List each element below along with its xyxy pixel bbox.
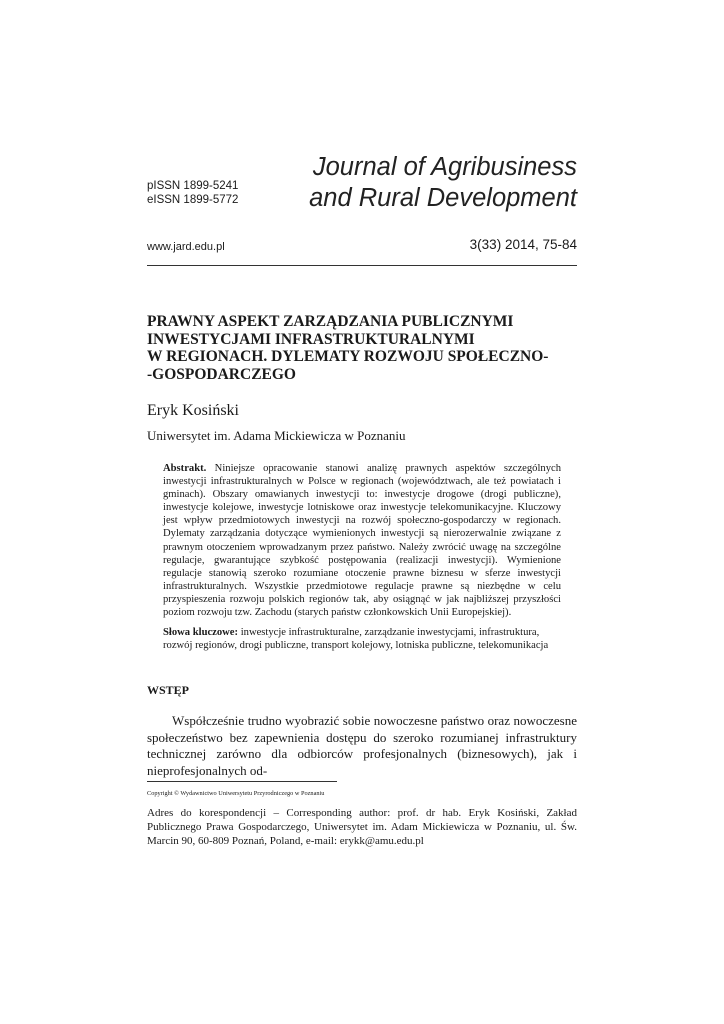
author-name: Eryk Kosiński <box>147 402 239 419</box>
abstract-text: Niniejsze opracowanie stanowi analizę prawnych aspektów szczególnych inwestycji infrastrukturalnych w Polsce w regionach (województwach, ale też powiatach i gminach). Obszary omawianych inwestycji to: inwestycje drogowe (drogi publiczne), inwestycje kolejowe, inwestycje lotniskowe oraz inwestycje telekomunikacyjne. Kluczowy jest wpływ przedmiotowych inwestycji na rozwój społeczno-gospodarczy w regionach. Dylematy zarządzania dotyczące wymienionych inwestycji są nierozerwalnie związane z prawnym otoczeniem wprowadzanym przez państwo. Należy zwrócić uwagę na szczególne regulacje, gwarantujące szybkość postępowania (realizacji inwestycji). Wymienione regulacje stanowią szeroko rozumiane otoczenie prawne biznesu w sferze inwestycji infrastrukturalnych. Wszystkie przedmiotowe regulacje prawne są niezbędne w celu przyspieszenia rozwoju polskich regionów tak, aby osiągnąć w jak najbliższej przyszłości poziom rozwoju tzw. Zachodu (starych państw członkowskich Unii Europejskiej). <box>163 463 561 619</box>
footnote-divider <box>147 781 337 782</box>
journal-title-line-1: Journal of Agribusiness <box>312 153 577 181</box>
keywords-text: inwestycje infrastrukturalne, zarządzanie inwestycjami, infrastruktura, rozwój regionów, drogi publiczne, transport kolejowy, lotniska publiczne, telekomunikacja <box>163 627 549 652</box>
abstract <box>163 462 561 619</box>
pissn: pISSN 1899-5241 <box>147 180 239 192</box>
issn-block <box>147 179 238 207</box>
author-affiliation: Uniwersytet im. Adama Mickiewicza w Poznaniu <box>147 428 406 443</box>
keywords <box>163 626 561 652</box>
article-title-line: PRAWNY ASPEKT ZARZĄDZANIA PUBLICZNYMI <box>147 313 514 330</box>
journal-title <box>309 152 577 214</box>
abstract-label: Abstrakt. <box>163 463 207 474</box>
copyright-notice: Copyright © Wydawnictwo Uniwersytetu Przyrodniczego w Poznaniu <box>147 790 325 797</box>
article-title-line: -GOSPODARCZEGO <box>147 365 296 383</box>
article-title-line: W REGIONACH. DYLEMATY ROZWOJU SPOŁECZNO- <box>147 348 549 365</box>
journal-website: www.jard.edu.pl <box>147 241 225 253</box>
article-title <box>147 313 587 383</box>
volume-pages: 3(33) 2014, 75-84 <box>469 237 577 252</box>
journal-title-line-2: and Rural Development <box>309 184 577 212</box>
eissn: eISSN 1899-5772 <box>147 194 239 206</box>
article-title-line: INWESTYCJAMI INFRASTRUKTURALNYMI <box>147 330 475 348</box>
correspondence-address: Adres do korespondencji – Corresponding author: prof. dr hab. Eryk Kosiński, Zakład Publicznego Prawa Gospodarczego, Uniwersytet im. Adam Mickiewicza w Poznaniu, ul. Św. Marcin 90, 60-809 Poznań, Poland, e-mail: erykk@amu.edu.pl <box>147 807 577 847</box>
section-heading: WSTĘP <box>147 683 190 697</box>
intro-paragraph: Współcześnie trudno wyobrazić sobie nowoczesne państwo oraz nowoczesne społeczeństwo bez zapewnienia dostępu do szeroko rozumianej infrastruktury technicznej zarówno dla odbiorców profesjonalnych (biznesowych), jak i nieprofesjonalnych od- <box>147 713 577 778</box>
keywords-label: Słowa kluczowe: <box>163 627 239 638</box>
header-divider <box>147 265 577 266</box>
